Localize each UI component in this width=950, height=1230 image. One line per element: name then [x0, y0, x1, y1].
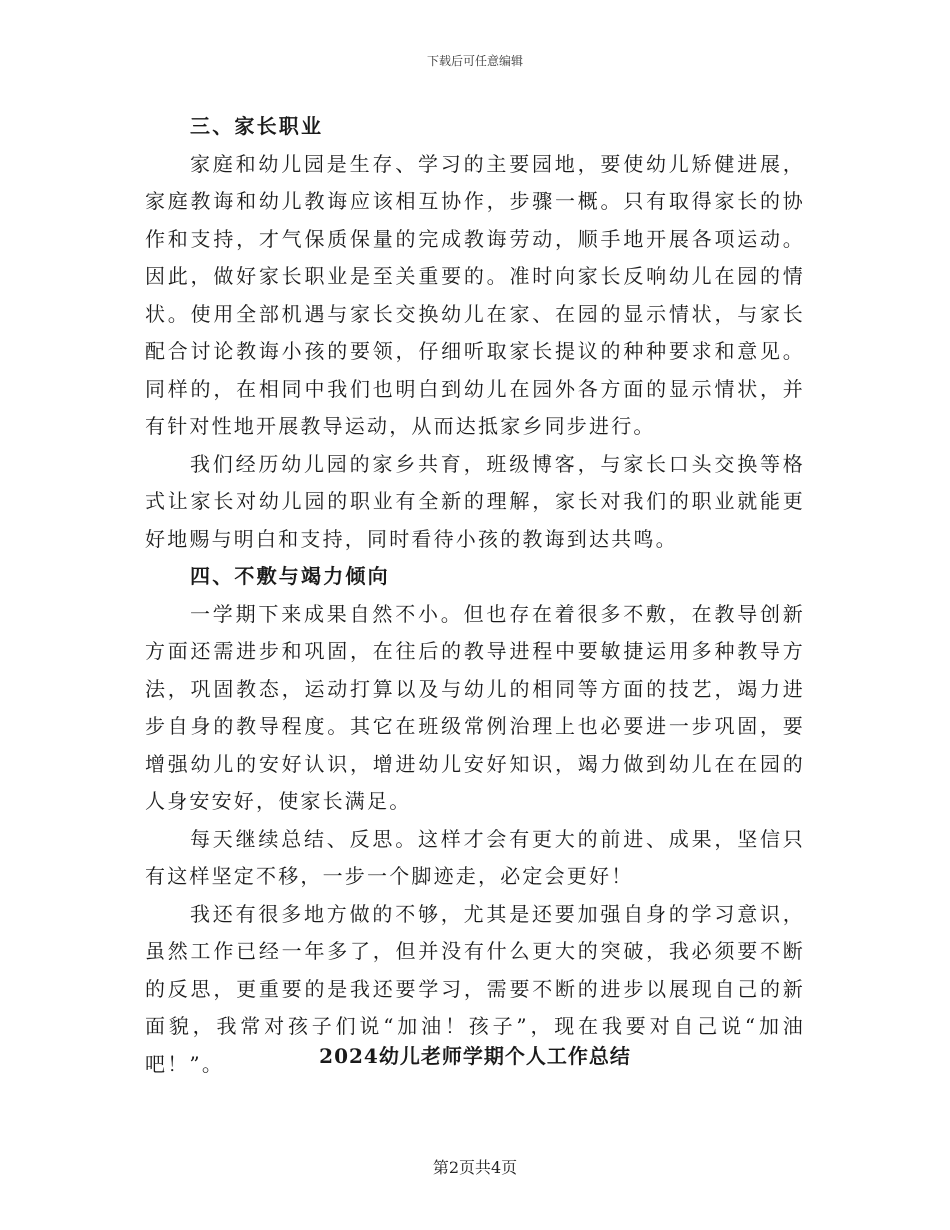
page-number: 第2页共4页	[432, 1158, 518, 1177]
paragraph: 我还有很多地方做的不够，尤其是还要加强自身的学习意识，虽然工作已经一年多了，但并没有什么更大的突破，我必须要不断的反思，更重要的是我还要学习，需要不断的进步以展现自己的新面貌，我常对孩子们说“加油！孩子”，现在我要对自己说“加油吧！”。	[145, 901, 805, 1076]
paragraph: 我们经历幼儿园的家乡共育，班级博客，与家长口头交换等格式让家长对幼儿园的职业有全新的理解，家长对我们的职业就能更好地赐与明白和支持，同时看待小孩的教诲到达共鸣。	[145, 451, 805, 551]
paragraph: 一学期下来成果自然不小。但也存在着很多不敷，在教导创新方面还需进步和巩固，在往后的教导进程中要敏捷运用多种教导方法，巩固教态，运动打算以及与幼儿的相同等方面的技艺，竭力进步自身的教导程度。其它在班级常例治理上也必要进一步巩固，要增强幼儿的安好认识，增进幼儿安好知识，竭力做到幼儿在在园的人身安安好，使家长满足。	[145, 601, 805, 813]
paragraph: 每天继续总结、反思。这样才会有更大的前进、成果，坚信只有这样坚定不移，一步一个脚迹走，必定会更好！	[145, 826, 805, 888]
document-body	[145, 108, 805, 1083]
document-title: 2024幼儿老师学期个人工作总结	[319, 1044, 631, 1068]
section-heading: 四、不敷与竭力倾向	[190, 564, 390, 588]
section-heading: 三、家长职业	[190, 114, 324, 138]
page-header-note: 下载后可任意编辑	[426, 54, 523, 68]
paragraph: 家庭和幼儿园是生存、学习的主要园地，要使幼儿矫健进展，家庭教诲和幼儿教诲应该相互协作，步骤一概。只有取得家长的协作和支持，才气保质保量的完成教诲劳动，顺手地开展各项运动。因此，做好家长职业是至关重要的。准时向家长反响幼儿在园的情状。使用全部机遇与家长交换幼儿在家、在园的显示情状，与家长配合讨论教诲小孩的要领，仔细听取家长提议的种种要求和意见。同样的，在相同中我们也明白到幼儿在园外各方面的显示情状，并有针对性地开展教导运动，从而达抵家乡同步进行。	[145, 151, 805, 438]
